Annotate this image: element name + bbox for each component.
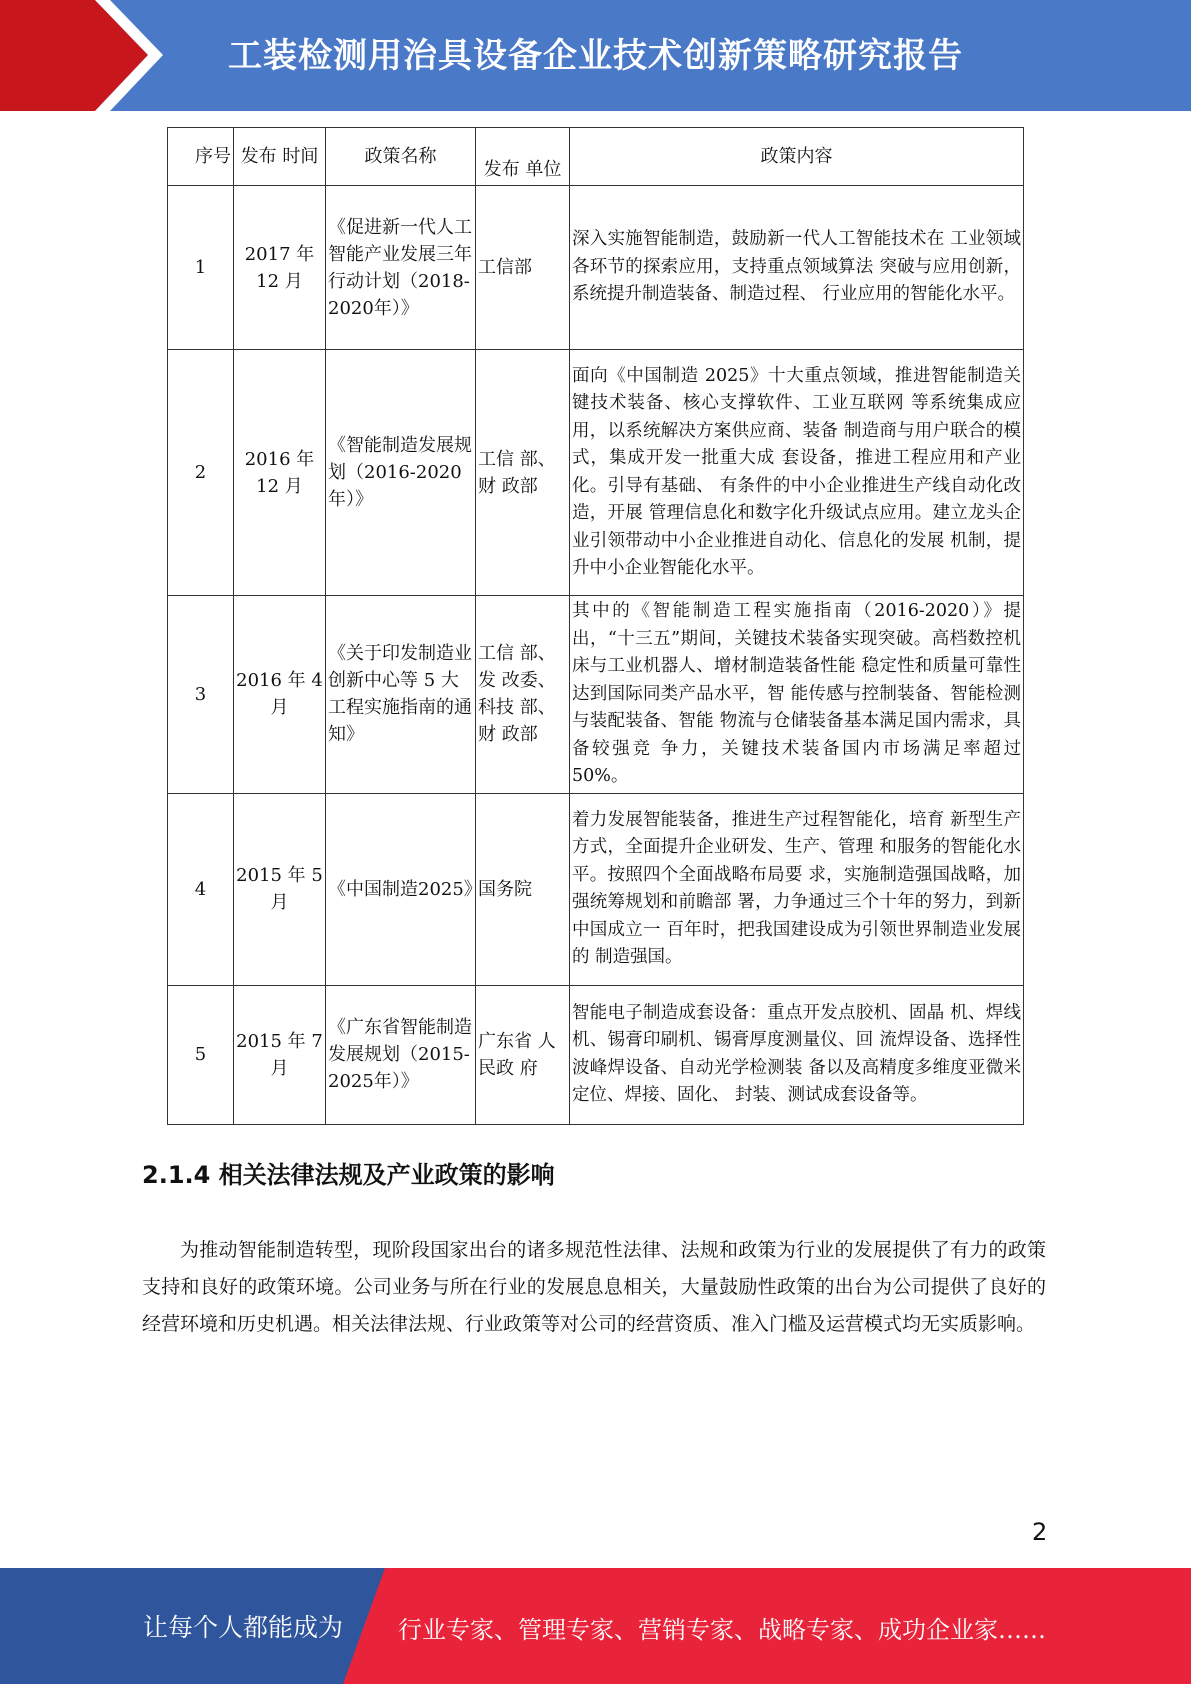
row-release-date: 2016 年 4 月	[234, 596, 326, 794]
table-row	[168, 793, 1024, 985]
row-policy-content: 着力发展智能装备，推进生产过程智能化，培育 新型生产方式，全面提升企业研发、生产、管理 和服务的智能化水平。按照四个全面战略布局要 求，实施制造强国战略，加强统筹规划和前瞻部 署，力争通过三个十年的努力，到新中国成立一 百年时，把我国建设成为引领世界制造业发展的 制造强国。	[570, 793, 1024, 985]
row-issuing-unit: 工信部	[476, 186, 570, 350]
table-row	[168, 186, 1024, 350]
table-header-row	[168, 128, 1024, 186]
row-policy-name: 《中国制造2025》	[326, 793, 476, 985]
page-number: 2	[1032, 1518, 1048, 1546]
header-policy-content: 政策内容	[570, 128, 1024, 186]
row-release-date: 2015 年 7 月	[234, 985, 326, 1124]
row-policy-content: 其中的《智能制造工程实施指南（2016-2020）》提出，“十三五”期间，关键技术装备实现突破。高档数控机床与工业机器人、增材制造装备性能 稳定性和质量可靠性达到国际同类产品水平，智 能传感与控制装备、智能检测与装配装备、智能 物流与仓储装备基本满足国内需求，具备较强竞 争力，关键技术装备国内市场满足率超过 50%。	[570, 596, 1024, 794]
header-policy-name: 政策名称	[326, 128, 476, 186]
header-issuing-unit: 发布 单位	[476, 128, 570, 186]
section-paragraph: 为推动智能制造转型，现阶段国家出台的诸多规范性法律、法规和政策为行业的发展提供了有力的政策支持和良好的政策环境。公司业务与所在行业的发展息息相关，大量鼓励性政策的出台为公司提供了良好的经营环境和历史机遇。相关法律法规、行业政策等对公司的经营资质、准入门槛及运营模式均无实质影响。	[142, 1239, 1046, 1335]
page-footer	[0, 1568, 1191, 1684]
footer-slogan-right: 行业专家、管理专家、营销专家、战略专家、成功企业家……	[398, 1616, 1046, 1644]
row-serial-number: 2	[168, 350, 234, 596]
table-row	[168, 596, 1024, 794]
page-header	[0, 0, 1191, 111]
row-policy-content: 智能电子制造成套设备：重点开发点胶机、固晶 机、焊线机、锡膏印刷机、锡膏厚度测量仪、回 流焊设备、选择性波峰焊设备、自动光学检测装 备以及高精度多维度亚微米定位、焊接、固化、 封装、测试成套设备等。	[570, 985, 1024, 1124]
table-row	[168, 350, 1024, 596]
row-policy-name: 《广东省智能制造发展规划（2015-2025年）》	[326, 985, 476, 1124]
row-policy-content: 深入实施智能制造，鼓励新一代人工智能技术在 工业领域各环节的探索应用，支持重点领域算法 突破与应用创新，系统提升制造装备、制造过程、 行业应用的智能化水平。	[570, 186, 1024, 350]
row-issuing-unit: 工信 部、财 政部	[476, 350, 570, 596]
row-issuing-unit: 广东省 人民政 府	[476, 985, 570, 1124]
table-row	[168, 985, 1024, 1124]
row-serial-number: 1	[168, 186, 234, 350]
row-serial-number: 3	[168, 596, 234, 794]
policy-table	[167, 127, 1024, 1125]
row-release-date: 2015 年 5 月	[234, 793, 326, 985]
row-serial-number: 5	[168, 985, 234, 1124]
row-policy-name: 《促进新一代人工智能产业发展三年行动计划（2018-2020年）》	[326, 186, 476, 350]
row-policy-name: 《关于印发制造业创新中心等 5 大工程实施指南的通知》	[326, 596, 476, 794]
row-serial-number: 4	[168, 793, 234, 985]
section-heading: 2.1.4 相关法律法规及产业政策的影响	[142, 1161, 555, 1189]
report-title: 工装检测用治具设备企业技术创新策略研究报告	[228, 36, 963, 76]
header-release-date: 发布 时间	[234, 128, 326, 186]
footer-slogan-left: 让每个人都能成为	[143, 1613, 344, 1642]
header-serial-number: 序号	[168, 128, 234, 186]
row-policy-name: 《智能制造发展规划（2016-2020年）》	[326, 350, 476, 596]
row-release-date: 2016 年 12 月	[234, 350, 326, 596]
row-issuing-unit: 国务院	[476, 793, 570, 985]
row-release-date: 2017 年 12 月	[234, 186, 326, 350]
row-issuing-unit: 工信 部、发 改委、科技 部、财 政部	[476, 596, 570, 794]
row-policy-content: 面向《中国制造 2025》十大重点领域，推进智能制造关键技术装备、核心支撑软件、工业互联网 等系统集成应用，以系统解决方案供应商、装备 制造商与用户联合的模式，集成开发一批重大成 套设备，推进工程应用和产业化。引导有基础、 有条件的中小企业推进生产线自动化改造，开展 管理信息化和数字化升级试点应用。建立龙头企 业引领带动中小企业推进自动化、信息化的发展 机制，提升中小企业智能化水平。	[570, 350, 1024, 596]
